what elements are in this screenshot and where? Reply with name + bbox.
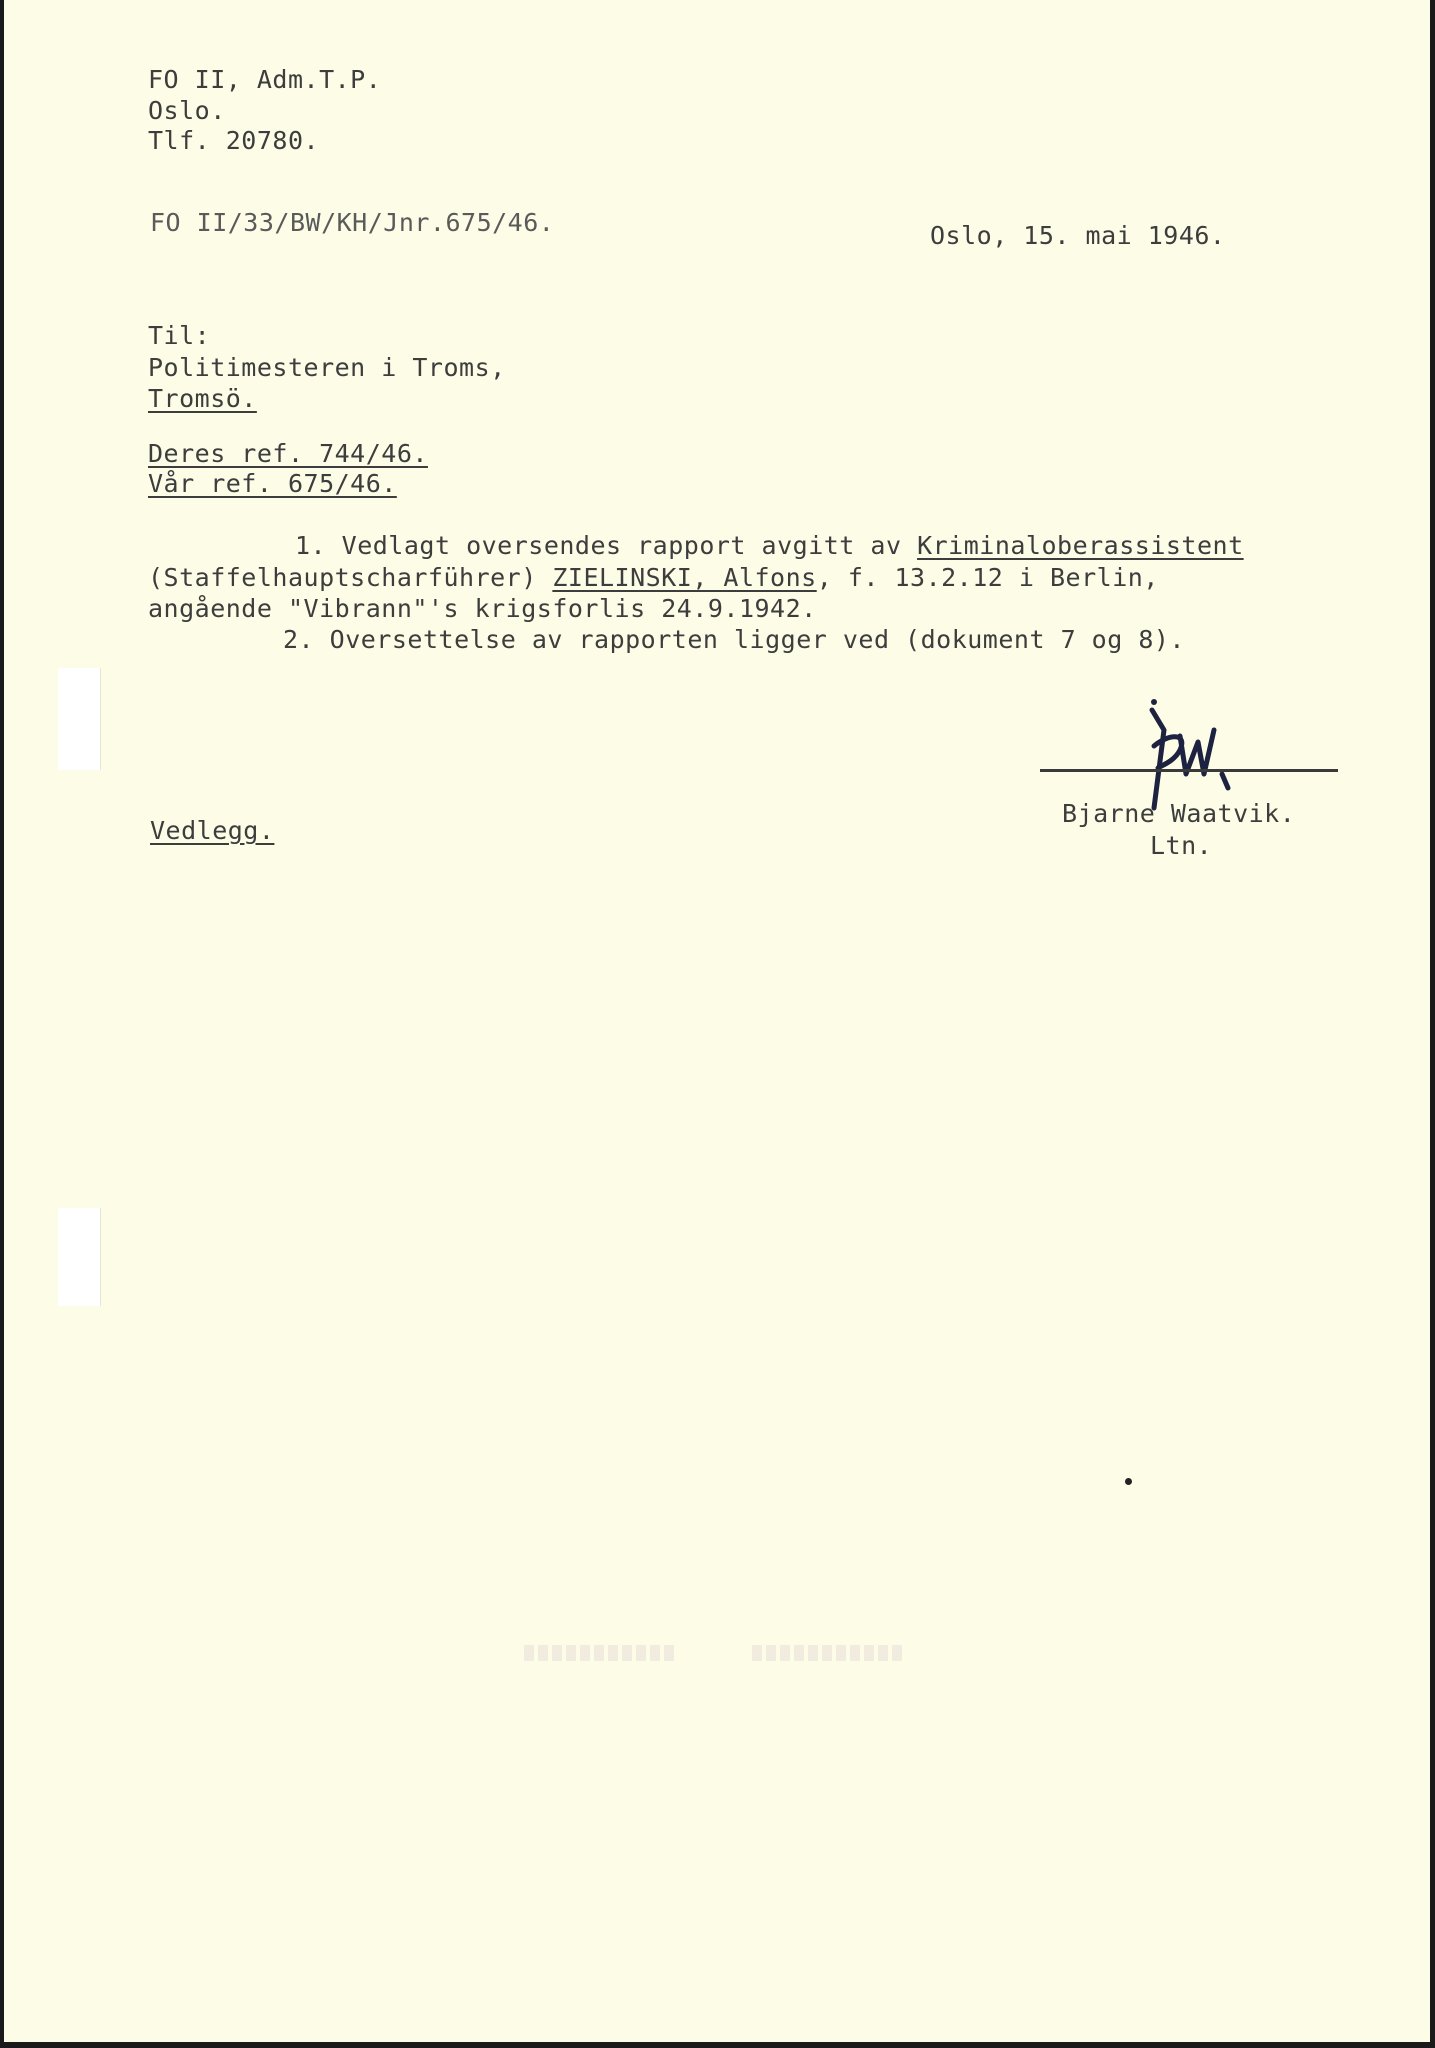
signature-line: [1040, 769, 1338, 772]
signatory-name: Bjarne Waatvik.: [1062, 799, 1296, 828]
paragraph-1-line-2-rest: , f. 13.2.12 i Berlin,: [816, 563, 1159, 592]
scan-edge-right: [1430, 0, 1435, 2048]
our-reference: Vår ref. 675/46.: [148, 469, 397, 498]
paragraph-1-line-2: [148, 564, 1159, 592]
their-reference: Deres ref. 744/46.: [148, 439, 428, 468]
official-title: Kriminaloberassistent: [917, 531, 1244, 560]
journal-reference: FO II/33/BW/KH/Jnr.675/46.: [150, 208, 555, 237]
sender-phone: Tlf. 20780.: [148, 126, 320, 155]
paragraph-1-line-1-text: 1. Vedlagt oversendes rapport avgitt av: [295, 531, 918, 560]
sender-city: Oslo.: [148, 96, 226, 125]
recipient-label: Til:: [148, 321, 211, 350]
person-name: ZIELINSKI, Alfons: [552, 563, 817, 592]
attachment-note: Vedlegg.: [150, 816, 275, 845]
offset-smudge-left: [524, 1645, 676, 1661]
paragraph-1-line-2-text: (Staffelhauptscharführer): [148, 563, 553, 592]
paper-tab-upper: [58, 668, 101, 770]
scan-edge-bottom: [0, 2042, 1435, 2048]
recipient-name: Politimesteren i Troms,: [148, 353, 506, 382]
paragraph-1-line-3: angående "Vibrann"'s krigsforlis 24.9.1942.: [148, 594, 817, 623]
signatory-rank: Ltn.: [1150, 831, 1213, 860]
offset-smudge-right: [752, 1645, 902, 1661]
scan-edge-left: [0, 0, 4, 2048]
paper-tab-lower: [58, 1208, 101, 1306]
recipient-city: Tromsö.: [148, 384, 257, 413]
paragraph-1-line-1: [295, 532, 1244, 560]
letter-date: Oslo, 15. mai 1946.: [930, 221, 1226, 250]
paragraph-2: 2. Oversettelse av rapporten ligger ved (dokument 7 og 8).: [283, 625, 1185, 654]
ink-dot: [1125, 1478, 1132, 1485]
sender-unit: FO II, Adm.T.P.: [148, 65, 382, 94]
